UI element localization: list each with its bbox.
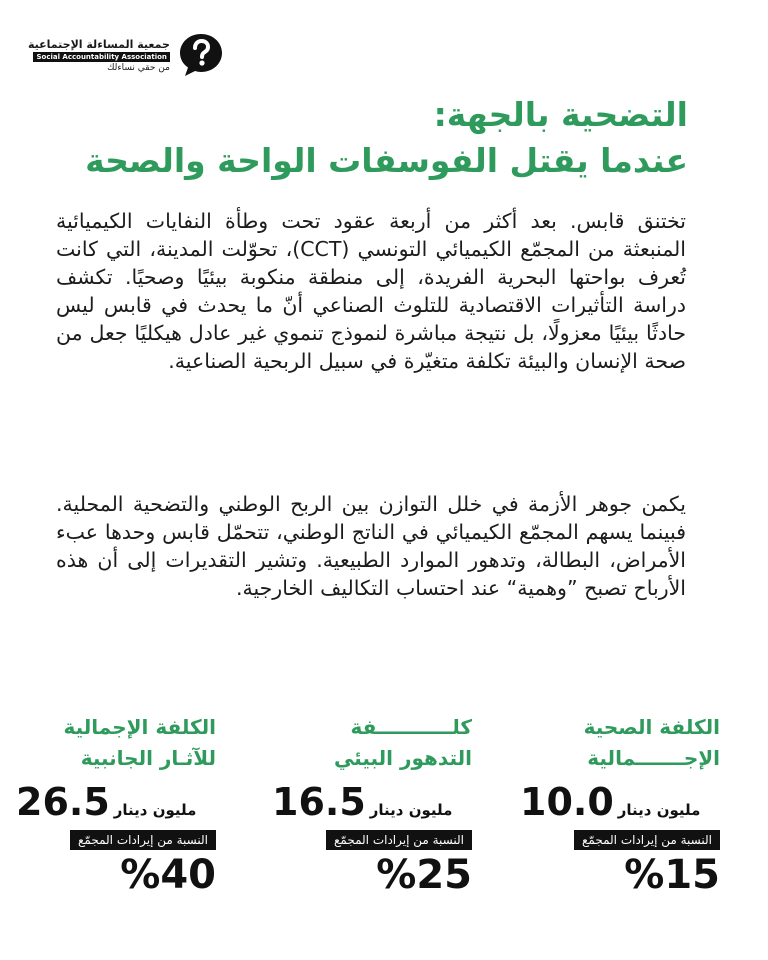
stat-title-line-1: الكلفة الإجمالية bbox=[63, 715, 216, 739]
stat-title-line-1: كلـــــــــــفة bbox=[350, 715, 472, 739]
title-line-1: التضحية بالجهة: bbox=[433, 95, 688, 134]
stat-title bbox=[272, 712, 472, 776]
brand-name-ar: جمعية المساءلة الإجتماعية bbox=[28, 37, 170, 51]
stat-ratio-label: النسبة من إيرادات المجمّع bbox=[70, 830, 216, 850]
stat-unit: مليون دينار bbox=[113, 801, 197, 819]
stat-environment-cost bbox=[272, 712, 472, 898]
stat-value-row bbox=[16, 780, 216, 826]
stat-percent: %25 bbox=[376, 852, 472, 898]
stat-percent: %15 bbox=[624, 852, 720, 898]
page-title bbox=[40, 92, 688, 184]
stat-ratio-label: النسبة من إيرادات المجمّع bbox=[574, 830, 720, 850]
paragraph-2: يكمن جوهر الأزمة في خلل التوازن بين الربح الوطني والتضحية المحلية. فبينما يسهم المجمّع الكيميائي في الناتج الوطني، تتحمّل قابس وحدها عبء الأمراض، البطالة، وتدهور الموارد الطبيعية. وتشير التقديرات إلى أن هذه الأرباح تصبح ”وهمية“ عند احتساب التكاليف الخارجية. bbox=[56, 492, 686, 600]
stat-total-side-effects bbox=[16, 712, 216, 898]
stat-title-line-2: للآثـار الجانبية bbox=[80, 746, 216, 770]
stat-number: 10.0 bbox=[520, 780, 614, 824]
stat-value-row bbox=[520, 780, 720, 826]
stat-number: 26.5 bbox=[16, 780, 110, 824]
stat-ratio-label: النسبة من إيرادات المجمّع bbox=[326, 830, 472, 850]
stats-row bbox=[16, 712, 720, 902]
stat-title-line-1: الكلفة الصحية bbox=[583, 715, 720, 739]
brand-text bbox=[28, 38, 170, 73]
stat-title bbox=[520, 712, 720, 776]
stat-unit: مليون دينار bbox=[617, 801, 701, 819]
stat-value-row bbox=[272, 780, 472, 826]
stat-title bbox=[16, 712, 216, 776]
stat-title-line-2: الإجـــــــمالية bbox=[587, 746, 720, 770]
brand-logo bbox=[28, 30, 226, 80]
brand-tagline: من حقي نساءلك bbox=[107, 62, 170, 73]
stat-number: 16.5 bbox=[272, 780, 366, 824]
stat-title-line-2: التدهور البيئي bbox=[333, 746, 472, 770]
speech-bubble-question-icon bbox=[176, 30, 226, 80]
paragraph-1: تختنق قابس. بعد أكثر من أربعة عقود تحت وطأة النفايات الكيميائية المنبعثة من المجمّع الكيميائي التونسي (CCT)، تحوّلت المدينة، التي كانت تُعرف بواحتها البحرية الفريدة، إلى منطقة منكوبة بيئيًا وصحيًا. تكشف دراسة التأثيرات الاقتصادية للتلوث الصناعي أنّ ما يحدث في قابس ليس حادثًا بيئيًا معزولًا، بل نتيجة مباشرة لنموذج تنموي غير عادل هيكليًا جعل من صحة الإنسان والبيئة تكلفة متغيّرة في سبيل الربحية الصناعية. bbox=[56, 209, 686, 373]
stat-unit: مليون دينار bbox=[369, 801, 453, 819]
stat-health-cost bbox=[520, 712, 720, 898]
brand-name-en: Social Accountability Association bbox=[33, 52, 169, 62]
stat-percent: %40 bbox=[120, 852, 216, 898]
title-line-2: عندما يقتل الفوسفات الواحة والصحة bbox=[85, 141, 688, 180]
